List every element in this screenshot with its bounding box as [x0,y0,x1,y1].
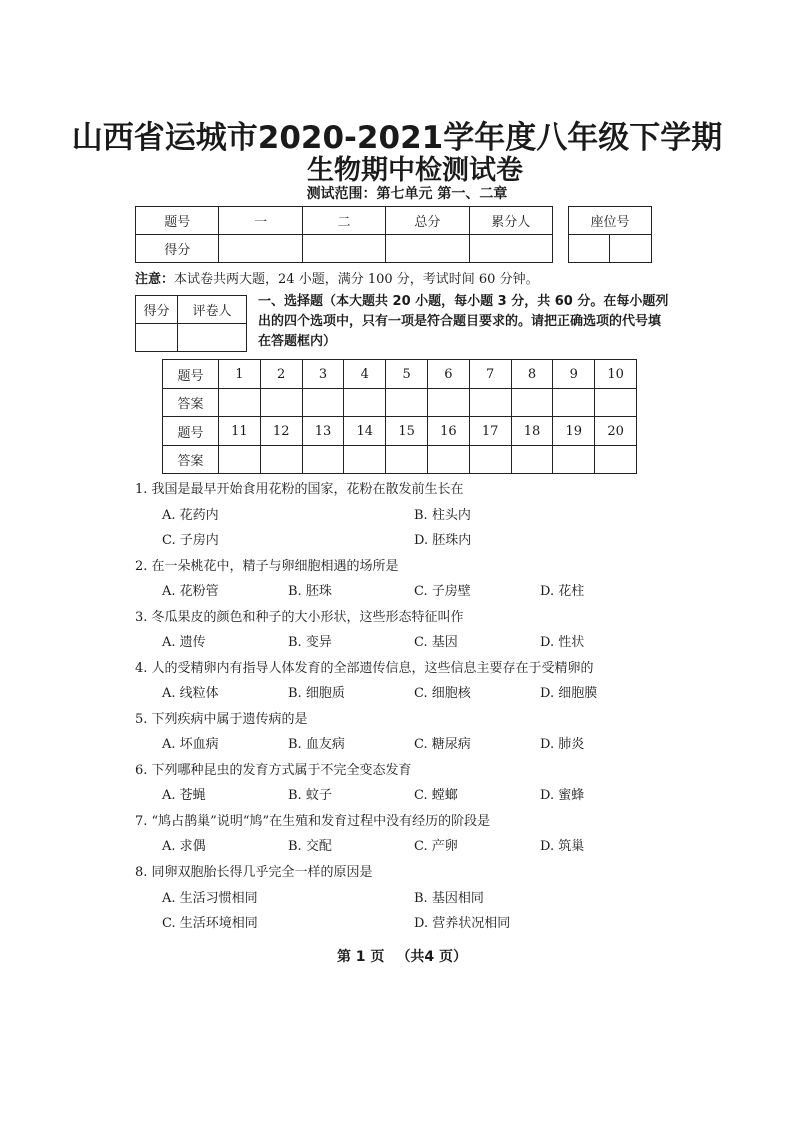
option-d[interactable]: D. 细胞膜 [540,686,598,701]
question-stem: 1. 我国是最早开始食用花粉的国家，花粉在散发前生长在 [135,482,464,497]
question-stem: 8. 同卵双胞胎长得几乎完全一样的原因是 [135,865,373,880]
question-stem: 5. 下列疾病中属于遗传病的是 [135,712,308,727]
option-a[interactable]: A. 遗传 [162,635,206,650]
question-number: 20 [595,417,637,446]
exam-title-line2: 生物期中检测试卷 [307,155,523,186]
question-stem: 3. 冬瓜果皮的颜色和种子的大小形状，这些形态特征叫作 [135,610,464,625]
option-a[interactable]: A. 求偶 [162,839,206,854]
notice-text: 本试卷共两大题，24 小题，满分 100 分，考试时间 60 分钟。 [174,272,539,287]
score-table-score-label: 得分 [136,235,219,263]
option-d[interactable]: D. 蜜蜂 [540,788,585,803]
question-stem: 6. 下列哪种昆虫的发育方式属于不完全变态发育 [135,763,412,778]
answer-cell[interactable] [219,389,261,417]
score-cell[interactable] [386,235,469,263]
test-scope: 测试范围：第七单元 第一、二章 [306,186,508,202]
option-d[interactable]: D. 性状 [540,635,585,650]
answer-grid [162,359,637,474]
option-b[interactable]: B. 变异 [288,635,332,650]
exam-title-line1: 山西省运城市2020-2021学年度八年级下学期 [71,120,723,156]
answer-cell[interactable] [427,389,469,417]
option-d[interactable]: D. 筑巢 [540,839,585,854]
question-number: 15 [386,417,428,446]
option-c[interactable]: C. 细胞核 [414,686,471,701]
grader-name-cell[interactable] [177,324,246,352]
option-c[interactable]: C. 基因 [414,635,458,650]
question-number: 12 [260,417,302,446]
answer-grid-number-row [163,417,637,446]
question-number: 13 [302,417,344,446]
seat-number-cell[interactable] [610,235,652,263]
question-number: 8 [511,360,553,389]
answer-cell[interactable] [260,446,302,474]
score-table-header-total: 总分 [386,207,469,235]
score-table-header-part2: 二 [302,207,385,235]
answer-cell[interactable] [469,389,511,417]
option-a[interactable]: A. 花粉管 [162,584,219,599]
option-a[interactable]: A. 坏血病 [162,737,219,752]
answer-grid-answer-label: 答案 [163,446,219,474]
option-b[interactable]: B. 蚊子 [288,788,332,803]
answer-cell[interactable] [511,389,553,417]
score-cell[interactable] [469,235,552,263]
option-a[interactable]: A. 花药内 [162,508,219,523]
answer-cell[interactable] [553,446,595,474]
notice-label: 注意： [135,272,175,287]
answer-grid-answer-label: 答案 [163,389,219,417]
question-number: 11 [219,417,261,446]
question-number: 5 [386,360,428,389]
answer-grid-number-row [163,360,637,389]
question-number: 1 [219,360,261,389]
answer-cell[interactable] [302,446,344,474]
option-c[interactable]: C. 糖尿病 [414,737,471,752]
answer-cell[interactable] [595,446,637,474]
answer-cell[interactable] [553,389,595,417]
seat-table [568,206,652,263]
question-stem: 4. 人的受精卵内有指导人体发育的全部遗传信息，这些信息主要存在于受精卵的 [135,661,594,676]
option-b[interactable]: B. 胚珠 [288,584,332,599]
option-c[interactable]: C. 产卵 [414,839,458,854]
answer-cell[interactable] [302,389,344,417]
question-number: 10 [595,360,637,389]
option-b[interactable]: B. 柱头内 [414,508,471,523]
score-table-header-part1: 一 [219,207,302,235]
score-table [135,206,553,263]
answer-cell[interactable] [344,389,386,417]
answer-grid-number-label: 题号 [163,360,219,389]
grader-label: 评卷人 [177,296,246,324]
question-number: 9 [553,360,595,389]
question-number: 4 [344,360,386,389]
option-a[interactable]: A. 生活习惯相同 [162,891,258,906]
option-b[interactable]: B. 交配 [288,839,332,854]
section1-instructions: 一、选择题（本大题共 20 小题，每小题 3 分，共 60 分。在每小题列出的四个选项中，只有一项是符合题目要求的。请把正确选项的代号填在答题框内） [258,294,669,349]
seat-number-label: 座位号 [569,207,652,235]
question-stem: 7. “鸠占鹊巢”说明“鸠”在生殖和发育过程中没有经历的阶段是 [135,814,491,829]
answer-cell[interactable] [219,446,261,474]
notice [135,271,539,289]
option-c[interactable]: C. 螳螂 [414,788,458,803]
score-cell[interactable] [219,235,302,263]
answer-grid-number-label: 题号 [163,417,219,446]
question-number: 6 [427,360,469,389]
answer-grid-answer-row [163,389,637,417]
answer-cell[interactable] [469,446,511,474]
score-table-header-number: 题号 [136,207,219,235]
question-number: 14 [344,417,386,446]
page-footer [0,946,794,966]
option-b[interactable]: B. 血友病 [288,737,345,752]
grader-score-label: 得分 [136,296,178,324]
option-d[interactable]: D. 肺炎 [540,737,585,752]
option-d[interactable]: D. 胚珠内 [414,533,472,548]
question-number: 16 [427,417,469,446]
grader-table [135,295,247,352]
score-table-header-tallier: 累分人 [469,207,552,235]
question-number: 18 [511,417,553,446]
option-b[interactable]: B. 细胞质 [288,686,345,701]
option-c[interactable]: C. 生活环境相同 [162,916,258,931]
page-total: （共4 页） [396,949,468,965]
seat-number-cell[interactable] [569,235,610,263]
option-d[interactable]: D. 营养状况相同 [414,916,511,931]
page-number: 第 1 页 [336,949,385,965]
answer-cell[interactable] [427,446,469,474]
answer-cell[interactable] [344,446,386,474]
answer-cell[interactable] [260,389,302,417]
answer-cell[interactable] [511,446,553,474]
answer-grid-answer-row [163,446,637,474]
question-number: 2 [260,360,302,389]
question-stem: 2. 在一朵桃花中，精子与卵细胞相遇的场所是 [135,559,399,574]
answer-cell[interactable] [386,389,428,417]
answer-cell[interactable] [386,446,428,474]
question-number: 17 [469,417,511,446]
score-cell[interactable] [302,235,385,263]
option-a[interactable]: A. 苍蝇 [162,788,206,803]
option-b[interactable]: B. 基因相同 [414,891,484,906]
question-number: 7 [469,360,511,389]
question-number: 3 [302,360,344,389]
option-d[interactable]: D. 花柱 [540,584,585,599]
option-c[interactable]: C. 子房内 [162,533,219,548]
option-c[interactable]: C. 子房壁 [414,584,471,599]
answer-cell[interactable] [595,389,637,417]
option-a[interactable]: A. 线粒体 [162,686,219,701]
grader-score-cell[interactable] [136,324,178,352]
question-number: 19 [553,417,595,446]
